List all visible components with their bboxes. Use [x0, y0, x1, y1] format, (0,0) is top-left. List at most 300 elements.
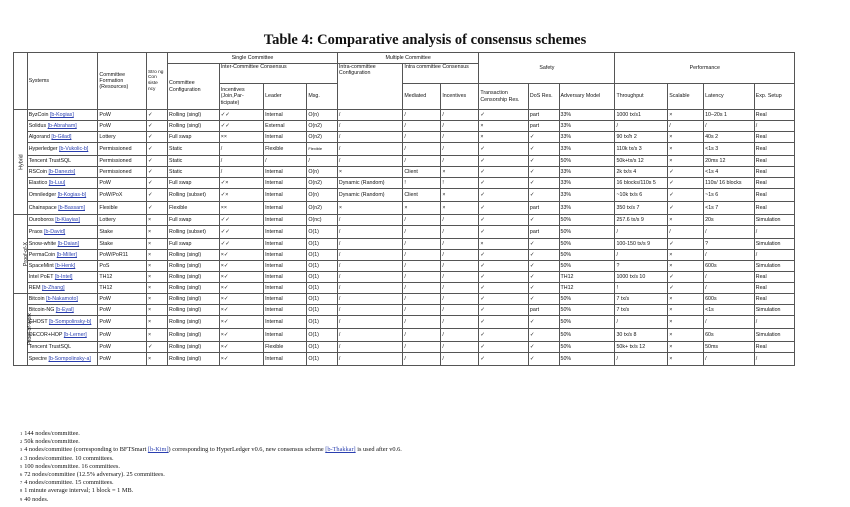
header-committee-formation: Committee Formation (Resources) — [98, 53, 147, 110]
latency-cell: / — [704, 121, 755, 132]
incent-cell: ✓✓ — [219, 226, 263, 239]
leader-cell: Internal — [264, 215, 307, 226]
setup-cell: Real — [754, 132, 794, 143]
setup-cell: Real — [754, 143, 794, 156]
mediated-cell: / — [403, 342, 441, 353]
leader-cell: Internal — [264, 283, 307, 294]
censor-cell: ✓ — [479, 226, 529, 239]
citation-link[interactable]: [b-Thakkar] — [325, 446, 356, 454]
incentives-cell: / — [441, 261, 479, 272]
msg-cell: O(1) — [307, 342, 338, 353]
system-name-cell — [27, 329, 98, 342]
adversary-cell: 50% — [559, 353, 615, 366]
system-name: Ouroboros — [28, 216, 54, 223]
censor-cell: ✓ — [479, 178, 529, 189]
system-name-cell — [27, 353, 98, 366]
scalable-cell: × — [668, 215, 704, 226]
incent-cell: ×✓ — [219, 283, 263, 294]
system-name: Intel PoET — [28, 273, 54, 280]
header-msg: Msg. — [307, 84, 338, 110]
setup-cell: Real — [754, 110, 794, 121]
system-name-cell — [27, 167, 98, 178]
header-safety: Safety — [479, 53, 615, 84]
system-name: Praos — [28, 228, 43, 235]
intra-config-cell: / — [337, 283, 402, 294]
incentives-cell: / — [441, 215, 479, 226]
citation-link[interactable]: [b-Bassam] — [58, 204, 85, 211]
header-inter-committee-consensus: Inter-Committee Consensus — [219, 64, 337, 84]
header-incentives: Incentives — [441, 84, 479, 110]
intra-config-cell: / — [337, 272, 402, 283]
system-name: ByzCoin — [28, 111, 49, 118]
comparison-table-container — [13, 52, 795, 366]
dos-cell: ✓ — [528, 353, 559, 366]
system-name: REM — [28, 284, 41, 291]
table-row — [14, 353, 795, 366]
strong-cell: × — [146, 294, 167, 305]
scalable-cell: × — [668, 156, 704, 167]
latency-cell: ~1s 6 — [704, 189, 755, 202]
footnote-text: 4 nodes/committee. 15 committees. — [24, 479, 114, 487]
table-row — [14, 132, 795, 143]
strong-cell: × — [146, 250, 167, 261]
censor-cell: ✓ — [479, 189, 529, 202]
dos-cell: ✓ — [528, 250, 559, 261]
dos-cell: ✓ — [528, 215, 559, 226]
dos-cell: ✓ — [528, 342, 559, 353]
intra-config-cell: / — [337, 143, 402, 156]
table-row — [14, 178, 795, 189]
throughput-cell: / — [615, 353, 668, 366]
citation-link[interactable]: [b-Vukolic-b] — [59, 145, 89, 152]
citation-link[interactable]: [b-Nakamoto] — [46, 295, 78, 302]
mediated-cell: / — [403, 305, 441, 316]
system-name: Tencent TrustSQL — [28, 343, 72, 350]
citation-link[interactable]: [b-Kogias] — [49, 111, 74, 118]
leader-cell: Internal — [264, 316, 307, 329]
latency-cell: 60s — [704, 329, 755, 342]
incent-cell: ×× — [219, 202, 263, 215]
formation-cell: PoW — [98, 353, 147, 366]
dos-cell: ✓ — [528, 167, 559, 178]
censor-cell: × — [479, 239, 529, 250]
citation-link[interactable]: [b-Henk] — [55, 262, 76, 269]
incentives-cell: ! — [441, 178, 479, 189]
system-name: Algorand — [28, 133, 50, 140]
strong-cell: × — [146, 283, 167, 294]
scalable-cell: ✓ — [668, 283, 704, 294]
config-cell: Rolling (singl) — [168, 110, 220, 121]
msg-cell: O(n) — [307, 110, 338, 121]
footnote — [20, 446, 840, 454]
formation-cell: Lottery — [98, 132, 147, 143]
system-name: Chainspace — [28, 204, 57, 211]
citation-link[interactable]: [b-Sompolinsky-b] — [48, 318, 92, 325]
setup-cell: Simulation — [754, 215, 794, 226]
config-cell: Rolling (singl) — [168, 316, 220, 329]
adversary-cell: 33% — [559, 178, 615, 189]
formation-cell: Lottery — [98, 215, 147, 226]
header-performance: Performance — [615, 53, 795, 84]
incentives-cell: / — [441, 342, 479, 353]
footnote-text: 40 nodes. — [24, 495, 49, 503]
footnote-text: 1 minute average interval; 1 block = 1 MB. — [24, 487, 134, 495]
adversary-cell: 50% — [559, 305, 615, 316]
system-name: Omniledger — [28, 191, 57, 198]
table-row — [14, 215, 795, 226]
citation-link[interactable]: [b-Zhang] — [41, 284, 65, 291]
footnote-text: 100 nodes/committee. 16 committees. — [24, 462, 120, 470]
throughput-cell: 1000 tx/s 10 — [615, 272, 668, 283]
intra-config-cell: / — [337, 121, 402, 132]
footnote — [20, 463, 840, 471]
system-name-cell — [27, 294, 98, 305]
setup-cell: Real — [754, 156, 794, 167]
incentives-cell: / — [441, 272, 479, 283]
censor-cell: ✓ — [479, 250, 529, 261]
throughput-cell: 30 tx/s 8 — [615, 329, 668, 342]
footnote — [20, 438, 840, 446]
adversary-cell: 50% — [559, 239, 615, 250]
table-row — [14, 156, 795, 167]
header-single-committee: Single Committee — [168, 53, 338, 64]
config-cell: Static — [168, 156, 220, 167]
table-row — [14, 167, 795, 178]
censor-cell: ✓ — [479, 110, 529, 121]
table-row — [14, 305, 795, 316]
mediated-cell: / — [403, 316, 441, 329]
throughput-cell: 16 blocks/110s 5 — [615, 178, 668, 189]
latency-cell: / — [704, 226, 755, 239]
latency-cell: <1s 7 — [704, 202, 755, 215]
intra-config-cell: Dynamic (Random) — [337, 178, 402, 189]
incent-cell: ×✓ — [219, 261, 263, 272]
strong-cell: ✓ — [146, 342, 167, 353]
latency-cell: <1s 4 — [704, 167, 755, 178]
system-name: Elastico — [28, 179, 48, 186]
scalable-cell: × — [668, 353, 704, 366]
setup-cell: Real — [754, 178, 794, 189]
incentives-cell: / — [441, 353, 479, 366]
mediated-cell: / — [403, 239, 441, 250]
formation-cell: Permissioned — [98, 167, 147, 178]
strong-cell: × — [146, 272, 167, 283]
dos-cell: part — [528, 305, 559, 316]
adversary-cell: 50% — [559, 261, 615, 272]
mediated-cell: / — [403, 272, 441, 283]
adversary-cell: 50% — [559, 316, 615, 329]
formation-cell: PoW — [98, 121, 147, 132]
msg-cell: O(n) — [307, 189, 338, 202]
system-name-cell — [27, 143, 98, 156]
setup-cell: Simulation — [754, 261, 794, 272]
adversary-cell: 33% — [559, 202, 615, 215]
strong-cell: × — [146, 329, 167, 342]
adversary-cell: 50% — [559, 250, 615, 261]
censor-cell: × — [479, 132, 529, 143]
system-name-cell — [27, 121, 98, 132]
citation-link[interactable]: [b-Kiayias] — [55, 216, 80, 223]
setup-cell: Simulation — [754, 329, 794, 342]
incentives-cell: / — [441, 250, 479, 261]
incentives-cell: / — [441, 156, 479, 167]
setup-cell: / — [754, 316, 794, 329]
mediated-cell: ! — [403, 178, 441, 189]
system-name: Bitcoin-NG — [28, 306, 55, 313]
dos-cell: ✓ — [528, 261, 559, 272]
citation-link[interactable]: [b-Miller] — [56, 251, 78, 258]
incent-cell: ×✓ — [219, 305, 263, 316]
strong-cell: × — [146, 226, 167, 239]
citation-link[interactable]: [b-Gilad] — [51, 133, 72, 140]
system-name-cell — [27, 261, 98, 272]
strong-cell: × — [146, 353, 167, 366]
citation-link[interactable]: [b-Kim] — [147, 446, 169, 454]
strong-cell: ✓ — [146, 178, 167, 189]
footnote — [20, 430, 840, 438]
latency-cell: 600s — [704, 294, 755, 305]
msg-cell: O(1) — [307, 329, 338, 342]
setup-cell: Real — [754, 342, 794, 353]
table-row — [14, 272, 795, 283]
mediated-cell: / — [403, 261, 441, 272]
citation-link[interactable]: [b-Lerner] — [63, 331, 87, 338]
dos-cell: ✓ — [528, 143, 559, 156]
throughput-cell: 90 tx/h 2 — [615, 132, 668, 143]
formation-cell: Stake — [98, 226, 147, 239]
scalable-cell: × — [668, 329, 704, 342]
incentives-cell: × — [441, 189, 479, 202]
strong-cell: × — [146, 316, 167, 329]
header-intra-committee-configuration: Intra-committee Configuration — [337, 64, 402, 110]
throughput-cell: 110k tx/s 3 — [615, 143, 668, 156]
msg-cell: O(1) — [307, 261, 338, 272]
adversary-cell: 50% — [559, 226, 615, 239]
footnote-number: 9 — [20, 496, 23, 502]
incent-cell: ×× — [219, 132, 263, 143]
setup-cell: Real — [754, 167, 794, 178]
incent-cell: / — [219, 167, 263, 178]
footnote-number: 2 — [20, 439, 23, 445]
scalable-cell: × — [668, 250, 704, 261]
mediated-cell: / — [403, 132, 441, 143]
setup-cell: Real — [754, 283, 794, 294]
group-label: Hybrid — [18, 154, 25, 170]
msg-cell: O(1) — [307, 294, 338, 305]
leader-cell: Internal — [264, 294, 307, 305]
formation-cell: TH12 — [98, 283, 147, 294]
leader-cell: Internal — [264, 202, 307, 215]
table-body — [14, 110, 795, 366]
throughput-cell: 7 tx/s — [615, 294, 668, 305]
dos-cell: ✓ — [528, 329, 559, 342]
latency-cell: / — [704, 316, 755, 329]
strong-cell: × — [146, 305, 167, 316]
throughput-cell: / — [615, 226, 668, 239]
mediated-cell: / — [403, 226, 441, 239]
config-cell: Rolling (singl) — [168, 294, 220, 305]
adversary-cell: 50% — [559, 215, 615, 226]
header-dos-res: DoS Res. — [528, 84, 559, 110]
incentives-cell: / — [441, 294, 479, 305]
adversary-cell: 50% — [559, 342, 615, 353]
dos-cell: ✓ — [528, 132, 559, 143]
incent-cell: ×✓ — [219, 294, 263, 305]
header-latency: Latency — [704, 84, 755, 110]
msg-cell: O(1) — [307, 272, 338, 283]
system-name: DECOR+HOP — [28, 331, 63, 338]
incent-cell: ×✓ — [219, 353, 263, 366]
config-cell: Rolling (singl) — [168, 329, 220, 342]
dos-cell: ✓ — [528, 178, 559, 189]
footnote-text: 50k nodes/committee. — [24, 438, 80, 446]
msg-cell: O(n2) — [307, 202, 338, 215]
formation-cell: Stake — [98, 239, 147, 250]
leader-cell: Flexible — [264, 342, 307, 353]
mediated-cell: / — [403, 110, 441, 121]
throughput-cell: ? — [615, 261, 668, 272]
formation-cell: PoW/PoX — [98, 189, 147, 202]
msg-cell: O(n2) — [307, 121, 338, 132]
citation-link[interactable]: [b-Luu] — [48, 179, 66, 186]
citation-link[interactable]: [b-Daian] — [57, 240, 80, 247]
latency-cell: 50ms — [704, 342, 755, 353]
scalable-cell: ✓ — [668, 178, 704, 189]
strong-cell: ✓ — [146, 189, 167, 202]
throughput-cell: / — [615, 316, 668, 329]
system-name-cell — [27, 250, 98, 261]
footnote-number: 4 — [20, 455, 23, 461]
footnote-number: 6 — [20, 472, 23, 478]
scalable-cell: / — [668, 121, 704, 132]
config-cell: Full swap — [168, 132, 220, 143]
throughput-cell: / — [615, 121, 668, 132]
throughput-cell: 7 tx/s — [615, 305, 668, 316]
config-cell: Rolling (singl) — [168, 342, 220, 353]
citation-link[interactable]: [b-Danezis] — [48, 168, 76, 175]
group-label-cell — [14, 110, 28, 215]
adversary-cell: 33% — [559, 132, 615, 143]
citation-link[interactable]: [b-Abraham] — [47, 122, 77, 129]
msg-cell: Flexible — [307, 143, 338, 156]
scalable-cell: × — [668, 316, 704, 329]
citation-link[interactable]: [b-David] — [44, 228, 66, 235]
adversary-cell: TH12 — [559, 283, 615, 294]
config-cell: Full swap — [168, 178, 220, 189]
adversary-cell: 50% — [559, 329, 615, 342]
formation-cell: Permissioned — [98, 143, 147, 156]
config-cell: Rolling (subset) — [168, 226, 220, 239]
formation-cell: PoW — [98, 110, 147, 121]
intra-config-cell: / — [337, 261, 402, 272]
system-name-cell — [27, 316, 98, 329]
leader-cell: Internal — [264, 353, 307, 366]
msg-cell: O(1) — [307, 250, 338, 261]
citation-link[interactable]: [b-Intel] — [54, 273, 73, 280]
header-adversary-model: Adversary Model — [559, 84, 615, 110]
citation-link[interactable]: [b-Sompolinsky-a] — [48, 355, 91, 362]
footnote — [20, 471, 840, 479]
incent-cell: ×✓ — [219, 329, 263, 342]
setup-cell: Simulation — [754, 305, 794, 316]
latency-cell: / — [704, 283, 755, 294]
scalable-cell: × — [668, 110, 704, 121]
dos-cell: part — [528, 110, 559, 121]
latency-cell: 20s — [704, 215, 755, 226]
footnote-text: is used after v0.6. — [355, 446, 402, 454]
footnote-text: 3 nodes/committee. 10 committees. — [24, 454, 114, 462]
setup-cell: Real — [754, 189, 794, 202]
formation-cell: TH12 — [98, 272, 147, 283]
header-systems: Systems — [27, 53, 98, 110]
latency-cell: 110s/ 16 blocks — [704, 178, 755, 189]
latency-cell: ? — [704, 239, 755, 250]
dos-cell: ✓ — [528, 316, 559, 329]
incent-cell: ×✓ — [219, 342, 263, 353]
adversary-cell: TH12 — [559, 272, 615, 283]
config-cell: Rolling (singl) — [168, 121, 220, 132]
system-name: Hyperledger — [28, 145, 58, 152]
config-cell: Rolling (singl) — [168, 305, 220, 316]
incentives-cell: / — [441, 239, 479, 250]
dos-cell: part — [528, 121, 559, 132]
system-name-cell — [27, 283, 98, 294]
system-name-cell — [27, 272, 98, 283]
group-label: Proof-of-work — [26, 313, 33, 346]
leader-cell: / — [264, 156, 307, 167]
censor-cell: ✓ — [479, 156, 529, 167]
msg-cell: O(nc) — [307, 215, 338, 226]
intra-config-cell: / — [337, 110, 402, 121]
formation-cell: PoS — [98, 261, 147, 272]
setup-cell: / — [754, 121, 794, 132]
leader-cell: Internal — [264, 226, 307, 239]
citation-link[interactable]: [b-Kogias-b] — [57, 191, 87, 198]
incentives-cell: / — [441, 283, 479, 294]
leader-cell: External — [264, 121, 307, 132]
mediated-cell: / — [403, 294, 441, 305]
setup-cell: / — [754, 226, 794, 239]
throughput-cell: 50k+ tx/s 12 — [615, 342, 668, 353]
config-cell: Rolling (singl) — [168, 272, 220, 283]
incentives-cell: / — [441, 143, 479, 156]
table-row — [14, 239, 795, 250]
footnote — [20, 496, 840, 504]
header-throughput: Throughput — [615, 84, 668, 110]
dos-cell: part — [528, 202, 559, 215]
intra-config-cell: × — [337, 202, 402, 215]
footnote — [20, 455, 840, 463]
config-cell: Rolling (singl) — [168, 250, 220, 261]
msg-cell: O(1) — [307, 305, 338, 316]
mediated-cell: × — [403, 202, 441, 215]
table-row — [14, 226, 795, 239]
scalable-cell: ✓ — [668, 239, 704, 250]
censor-cell: ✓ — [479, 272, 529, 283]
adversary-cell: 33% — [559, 110, 615, 121]
table-title: Table 4: Comparative analysis of consensus schemes — [263, 32, 587, 48]
leader-cell: Internal — [264, 167, 307, 178]
system-name: Snow-white — [28, 240, 57, 247]
citation-link[interactable]: [b-Eyal] — [55, 306, 74, 313]
adversary-cell: 33% — [559, 189, 615, 202]
leader-cell: Internal — [264, 329, 307, 342]
incent-cell: ✓× — [219, 178, 263, 189]
throughput-cell: 100-150 tx/s 9 — [615, 239, 668, 250]
scalable-cell: ✓ — [668, 189, 704, 202]
strong-cell: ✓ — [146, 167, 167, 178]
latency-cell: / — [704, 272, 755, 283]
